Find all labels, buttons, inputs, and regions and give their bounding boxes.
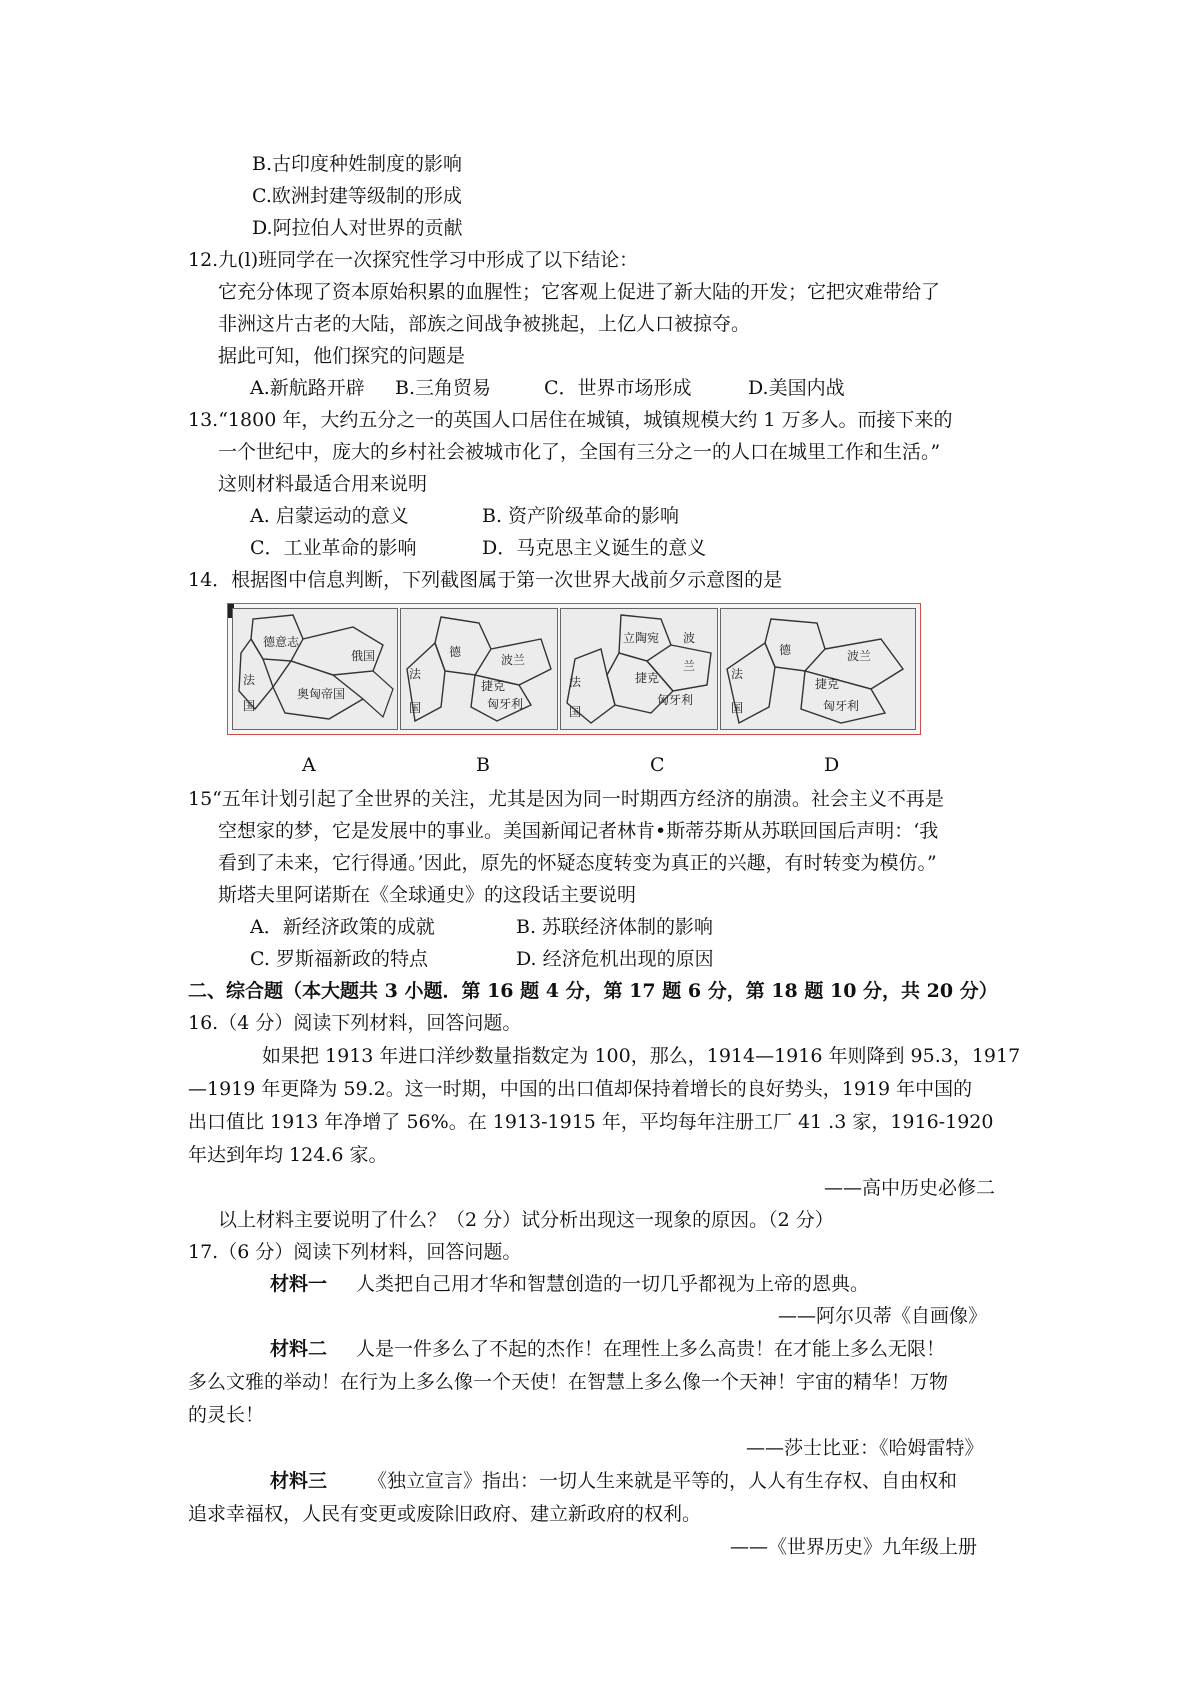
q13-options-row1 — [250, 502, 679, 530]
map-letter-a: A — [302, 754, 316, 776]
map-d-label: 捷克 — [815, 677, 840, 691]
q17-material-one — [270, 1270, 869, 1298]
q11-option-b: B.古印度种姓制度的影响 — [252, 153, 463, 175]
q15-option-d: D. 经济危机出现的原因 — [516, 948, 714, 970]
q15-options-row2 — [250, 945, 714, 973]
q15-question: 斯塔夫里阿诺斯在《全球通史》的这段话主要说明 — [218, 884, 637, 906]
q13-option-d: D．马克思主义诞生的意义 — [482, 537, 707, 559]
q16-stem: 16.（4 分）阅读下列材料，回答问题。 — [188, 1012, 522, 1034]
map-b-label: 波兰 — [501, 653, 526, 667]
map-a-label: 德意志 — [263, 635, 300, 649]
q16-material-line3: 出口值比 1913 年净增了 56%。在 1913-1915 年，平均每年注册工厂 41 .3 家，1916-1920 — [188, 1111, 994, 1133]
map-b-label: 法 — [409, 667, 422, 681]
map-a — [232, 608, 398, 730]
q12-option-d: D.美国内战 — [748, 377, 845, 399]
map-d-label: 匈牙利 — [823, 699, 860, 713]
material-one-source: ——阿尔贝蒂《自画像》 — [778, 1305, 988, 1327]
map-b-label: 捷克 — [481, 679, 506, 693]
q14-map-strip — [227, 603, 921, 735]
q17-stem: 17.（6 分）阅读下列材料，回答问题。 — [188, 1241, 522, 1263]
material-three-label: 材料三 — [270, 1470, 328, 1492]
map-a-label: 国 — [243, 699, 256, 713]
q12-text-line2: 非洲这片古老的大陆，部族之间战争被挑起，上亿人口被掠夺。 — [218, 313, 751, 335]
material-two-text-line2: 多么文雅的举动！在行为上多么像一个天使！在智慧上多么像一个天神！宇宙的精华！万物 — [188, 1371, 949, 1393]
material-one-text: 人类把自己用才华和智慧创造的一切几乎都视为上帝的恩典。 — [356, 1273, 870, 1295]
map-d — [720, 608, 916, 730]
q17-material-three — [270, 1467, 957, 1495]
material-three-source: ——《世界历史》九年级上册 — [730, 1536, 978, 1558]
material-two-label: 材料二 — [270, 1338, 328, 1360]
map-c-label: 匈牙利 — [657, 693, 694, 707]
q13-line2: 一个世纪中，庞大的乡村社会被城市化了，全国有三分之一的人口在城里工作和生活。” — [218, 441, 941, 463]
material-three-text-line1: 《独立宣言》指出：一切人生来就是平等的，人人有生存权、自由权和 — [368, 1470, 958, 1492]
map-c-label: 波 — [683, 631, 696, 645]
material-two-text-line3: 的灵长！ — [188, 1404, 265, 1426]
q15-options-row1 — [250, 913, 713, 941]
q16-question: 以上材料主要说明了什么？（2 分）试分析出现这一现象的原因。（2 分） — [218, 1209, 834, 1231]
q12-option-c: C．世界市场形成 — [544, 377, 692, 399]
map-c-label: 法 — [569, 675, 582, 689]
q13-question: 这则材料最适合用来说明 — [218, 473, 428, 495]
q12-option-a: A.新航路开辟 — [250, 377, 365, 399]
q16-material-line2: —1919 年更降为 59.2。这一时期，中国的出口值却保持着增长的良好势头，1919 年中国的 — [188, 1078, 973, 1100]
q16-material-line4: 年达到年均 124.6 家。 — [188, 1144, 388, 1166]
map-b-borders — [401, 609, 558, 730]
material-two-text-line1: 人是一件多么了不起的杰作！在理性上多么高贵！在才能上多么无限！ — [356, 1338, 946, 1360]
q11-option-c: C.欧洲封建等级制的形成 — [252, 185, 462, 207]
map-d-label: 波兰 — [847, 649, 872, 663]
q13-line1: 13.“1800 年，大约五分之一的英国人口居住在城镇，城镇规模大约 1 万多人。而接下来的 — [188, 409, 953, 431]
q12-text-line1: 它充分体现了资本原始积累的血腥性；它客观上促进了新大陆的开发；它把灾难带给了 — [218, 281, 941, 303]
map-a-label: 俄国 — [351, 649, 376, 663]
section-heading: 二、综合题（本大题共 3 小题．第 16 题 4 分，第 17 题 6 分，第 18 题 10 分，共 20 分） — [188, 980, 998, 1002]
q15-option-a: A．新经济政策的成就 — [250, 916, 435, 938]
map-letter-d: D — [824, 754, 840, 776]
q13-option-a: A. 启蒙运动的意义 — [250, 505, 409, 527]
map-letter-b: B — [476, 754, 490, 776]
q15-line3: 看到了未来，它行得通。’因此，原先的怀疑态度转变为真正的兴趣，有时转变为模仿。” — [218, 852, 937, 874]
q15-line1: 15“五年计划引起了全世界的关注，尤其是因为同一时期西方经济的崩溃。社会主义不再是 — [188, 788, 944, 810]
q16-material-line1: 如果把 1913 年进口洋纱数量指数定为 100，那么，1914—1916 年则降到 95.3，1917 — [262, 1045, 1021, 1067]
map-b — [400, 608, 558, 730]
q13-option-b: B. 资产阶级革命的影响 — [482, 505, 680, 527]
map-c — [560, 608, 718, 730]
map-d-label: 国 — [731, 701, 744, 715]
q15-option-c: C. 罗斯福新政的特点 — [250, 948, 428, 970]
map-b-label: 国 — [409, 701, 422, 715]
map-c-label: 国 — [569, 705, 582, 719]
q11-option-d: D.阿拉伯人对世界的贡献 — [252, 217, 463, 239]
q12-options — [250, 374, 845, 402]
map-d-label: 德 — [779, 643, 792, 657]
map-a-label: 法 — [243, 673, 256, 687]
map-a-borders — [233, 609, 398, 730]
q12-stem: 12.九(l)班同学在一次探究性学习中形成了以下结论： — [188, 249, 639, 271]
q16-source: ——高中历史必修二 — [824, 1177, 996, 1199]
material-three-text-line2: 追求幸福权，人民有变更或废除旧政府、建立新政府的权利。 — [188, 1503, 702, 1525]
map-b-label: 德 — [449, 645, 462, 659]
q12-option-b: B.三角贸易 — [395, 377, 492, 399]
q15-option-b: B. 苏联经济体制的影响 — [516, 916, 714, 938]
material-two-source: ——莎士比亚：《哈姆雷特》 — [746, 1437, 984, 1459]
map-a-label: 奥匈帝国 — [297, 687, 346, 701]
map-d-borders — [721, 609, 916, 730]
q12-question: 据此可知，他们探究的问题是 — [218, 345, 466, 367]
q15-line2: 空想家的梦，它是发展中的事业。美国新闻记者林肯•斯蒂芬斯从苏联回国后声明：‘我 — [218, 820, 939, 842]
material-one-label: 材料一 — [270, 1273, 328, 1295]
map-c-label: 捷克 — [635, 671, 660, 685]
q14-stem: 14．根据图中信息判断，下列截图属于第一次世界大战前夕示意图的是 — [188, 569, 783, 591]
q17-material-two — [270, 1335, 945, 1363]
q13-option-c: C．工业革命的影响 — [250, 537, 417, 559]
q13-options-row2 — [250, 534, 706, 562]
map-letter-c: C — [650, 754, 665, 776]
map-b-label: 匈牙利 — [487, 697, 524, 711]
map-c-label: 兰 — [683, 659, 696, 673]
map-d-label: 法 — [731, 667, 744, 681]
map-c-label: 立陶宛 — [623, 631, 660, 645]
